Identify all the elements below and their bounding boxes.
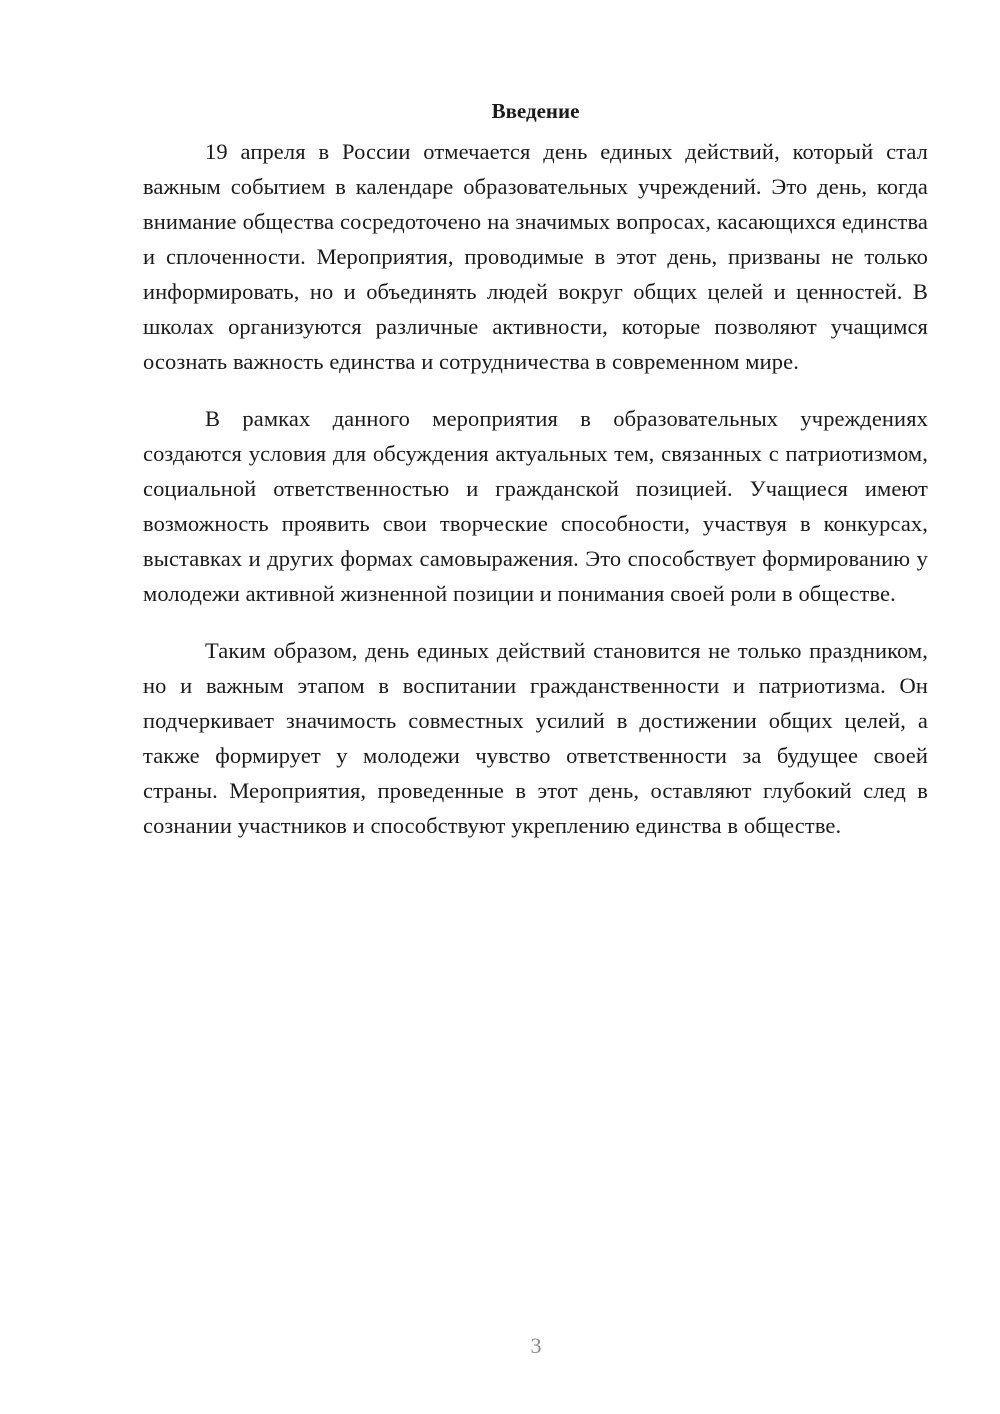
page-number: 3 — [530, 1333, 542, 1358]
paragraph-3: Таким образом, день единых действий становится не только праздником, но и важным этапом в воспитании гражданственности и патриотизма. Он подчеркивает значимость совместных усилий в достижении общих целей, а также формирует у молодежи чувство ответственности за будущее своей страны. Мероприятия, проведенные в этот день, оставляют глубокий след в сознании участников и способствуют укреплению единства в обществе. — [143, 638, 928, 838]
paragraph-1: 19 апреля в России отмечается день единых действий, который стал важным событием в календаре образовательных учреждений. Это день, когда внимание общества сосредоточено на значимых вопросах, касающихся единства и сплоченности. Мероприятия, проводимые в этот день, призваны не только информировать, но и объединять людей вокруг общих целей и ценностей. В школах организуются различные активности, которые позволяют учащимся осознать важность единства и сотрудничества в современном мире. — [143, 139, 928, 374]
section-heading: Введение — [491, 99, 580, 123]
document-page — [143, 96, 928, 865]
paragraph-2: В рамках данного мероприятия в образовательных учреждениях создаются условия для обсуждения актуальных тем, связанных с патриотизмом, социальной ответственностью и гражданской позицией. Учащиеся имеют возможность проявить свои творческие способности, участвуя в конкурсах, выставках и других формах самовыражения. Это способствует формированию у молодежи активной жизненной позиции и понимания своей роли в обществе. — [143, 406, 928, 606]
